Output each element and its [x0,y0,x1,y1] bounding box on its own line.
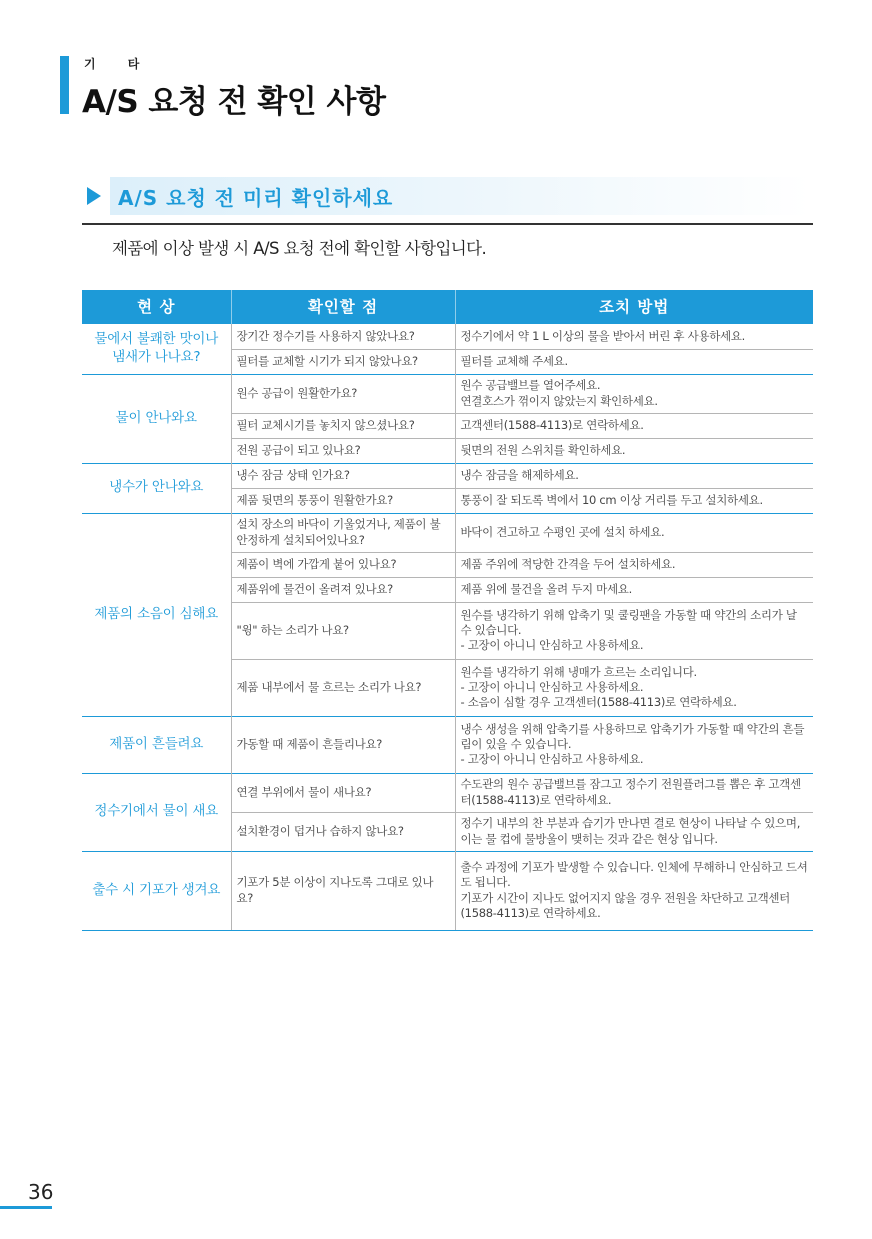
table-row [82,851,813,930]
symptom-cell: 제품이 흔들려요 [82,716,231,773]
table-row [82,716,813,773]
intro-text: 제품에 이상 발생 시 A/S 요청 전에 확인할 사항입니다. [112,239,487,258]
table-body [82,324,813,930]
header-action: 조치 방법 [455,290,813,324]
table-row [82,374,813,413]
header-check: 확인할 점 [231,290,455,324]
table-row [82,463,813,488]
check-cell: 필터를 교체할 시기가 되지 않았나요? [231,349,455,374]
action-cell: 고객센터(1588-4113)로 연락하세요. [455,413,813,438]
action-cell: 뒷면의 전원 스위치를 확인하세요. [455,438,813,463]
symptom-cell: 정수기에서 물이 새요 [82,773,231,851]
check-cell: 연결 부위에서 물이 새나요? [231,773,455,812]
check-cell: 기포가 5분 이상이 지나도록 그대로 있나요? [231,851,455,930]
page-number: 36 [28,1180,54,1204]
action-cell: 제품 주위에 적당한 간격을 두어 설치하세요. [455,552,813,577]
check-cell: 냉수 잠금 상태 인가요? [231,463,455,488]
action-cell: 수도관의 원수 공급밸브를 잠그고 정수기 전원플러그를 뽑은 후 고객센터(1588-4113)로 연락하세요. [455,773,813,812]
table-row [82,513,813,552]
action-cell: 냉수 생성을 위해 압축기를 사용하므로 압축기가 가동할 때 약간의 흔들림이 있을 수 있습니다. - 고장이 아니니 안심하고 사용하세요. [455,716,813,773]
action-cell: 출수 과정에 기포가 발생할 수 있습니다. 인체에 무해하니 안심하고 드셔도 됩니다. 기포가 시간이 지나도 없어지지 않을 경우 전원을 차단하고 고객센터(1588-4113)로 연락하세요. [455,851,813,930]
action-cell: 통풍이 잘 되도록 벽에서 10 cm 이상 거리를 두고 설치하세요. [455,488,813,513]
page-number-underline [0,1206,52,1209]
check-cell: 제품이 벽에 가깝게 붙어 있나요? [231,552,455,577]
action-cell: 필터를 교체해 주세요. [455,349,813,374]
check-cell: 제품 내부에서 물 흐르는 소리가 나요? [231,659,455,716]
action-cell: 정수기 내부의 찬 부분과 습기가 만나면 결로 현상이 나타날 수 있으며, 이는 물 컵에 물방울이 맺히는 것과 같은 현상 입니다. [455,812,813,851]
section-divider [82,223,813,225]
action-cell: 냉수 잠금을 해제하세요. [455,463,813,488]
table-row [82,324,813,349]
action-cell: 원수를 냉각하기 위해 냉매가 흐르는 소리입니다. - 고장이 아니니 안심하고 사용하세요. - 소음이 심할 경우 고객센터(1588-4113)로 연락하세요. [455,659,813,716]
header-symptom: 현 상 [82,290,231,324]
check-cell: 제품위에 물건이 올려져 있나요? [231,577,455,602]
check-cell: 장기간 정수기를 사용하지 않았나요? [231,324,455,349]
check-cell: 필터 교체시기를 놓치지 않으셨나요? [231,413,455,438]
check-cell: 제품 뒷면의 통풍이 원활한가요? [231,488,455,513]
table-header-row [82,290,813,324]
table-row [82,773,813,812]
page-title: A/S 요청 전 확인 사항 [82,84,386,120]
check-cell: 가동할 때 제품이 흔들리나요? [231,716,455,773]
action-cell: 정수기에서 약 1 L 이상의 물을 받아서 버린 후 사용하세요. [455,324,813,349]
action-cell: 바닥이 견고하고 수평인 곳에 설치 하세요. [455,513,813,552]
chapter-label: 기 타 [84,57,154,71]
check-cell: "윙" 하는 소리가 나요? [231,602,455,659]
action-cell: 제품 위에 물건을 올려 두지 마세요. [455,577,813,602]
symptom-cell: 물에서 불쾌한 맛이나 냄새가 나나요? [94,330,219,365]
symptom-cell: 출수 시 기포가 생겨요 [82,851,231,930]
symptom-cell: 제품의 소음이 심해요 [82,513,231,716]
symptom-cell: 물이 안나와요 [82,374,231,463]
troubleshooting-table [82,290,813,931]
chapter-accent-bar [60,56,69,114]
action-cell: 원수를 냉각하기 위해 압축기 및 쿨링팬을 가동할 때 약간의 소리가 날 수 있습니다. - 고장이 아니니 안심하고 사용하세요. [455,602,813,659]
section-title: A/S 요청 전 미리 확인하세요 [118,186,394,210]
check-cell: 설치 장소의 바닥이 기울었거나, 제품이 불안정하게 설치되어있나요? [231,513,455,552]
check-cell: 원수 공급이 원활한가요? [231,374,455,413]
triangle-right-icon [87,187,101,205]
check-cell: 전원 공급이 되고 있나요? [231,438,455,463]
symptom-cell: 냉수가 안나와요 [82,463,231,513]
check-cell: 설치환경이 덥거나 습하지 않나요? [231,812,455,851]
action-cell: 원수 공급밸브를 열어주세요. 연결호스가 꺾이지 않았는지 확인하세요. [455,374,813,413]
